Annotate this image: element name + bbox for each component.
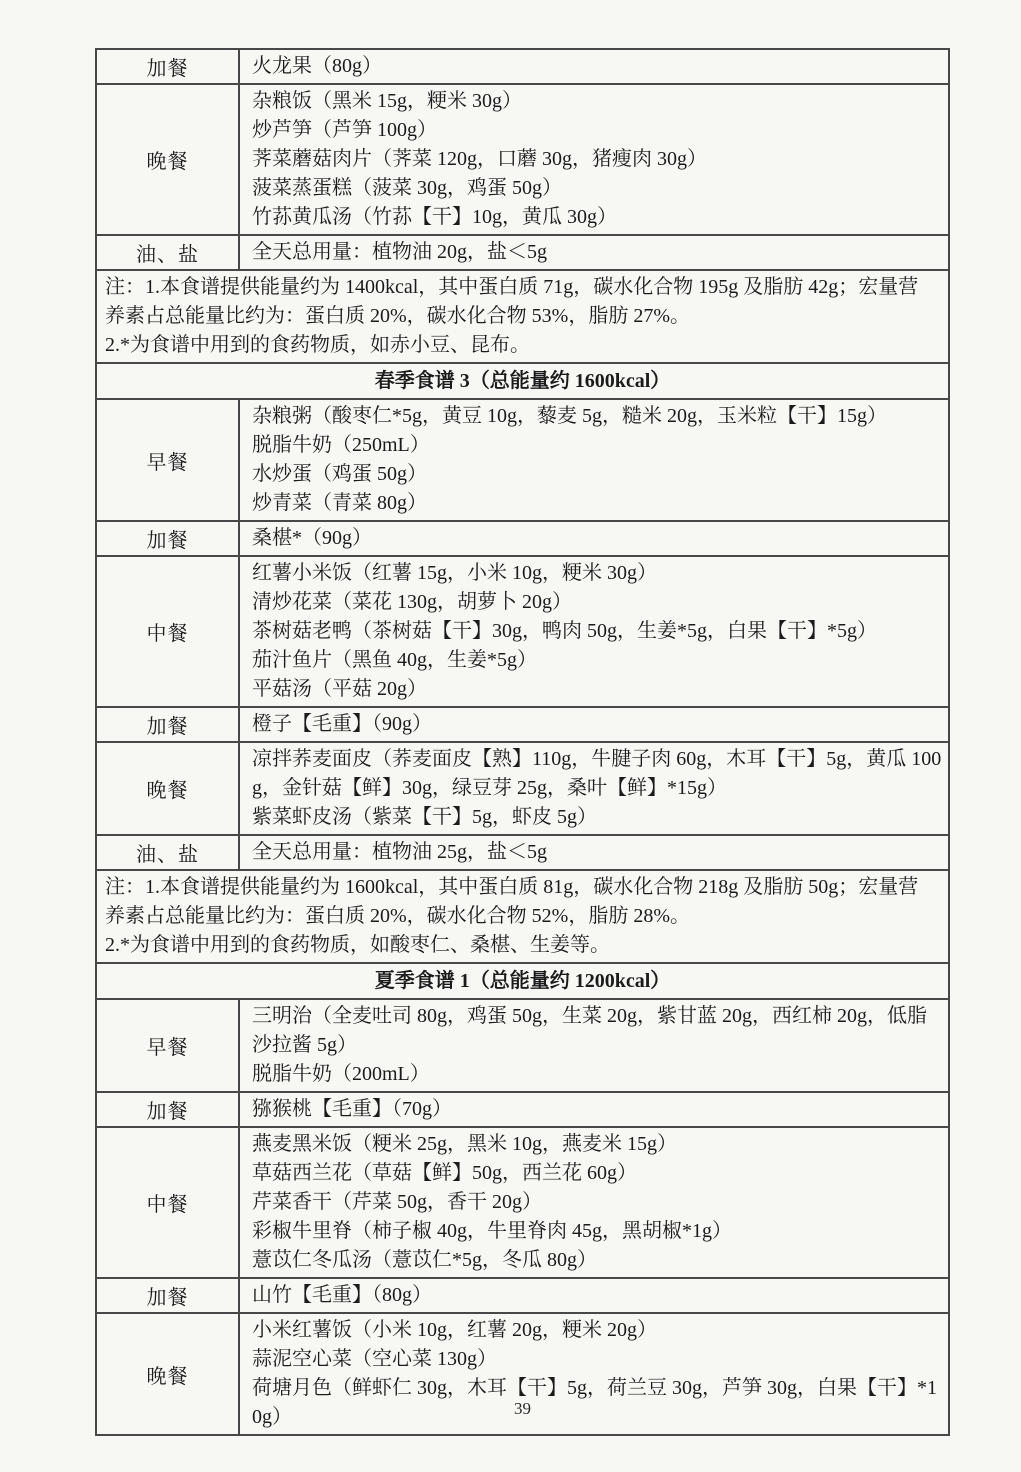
dish-item: 三明治（全麦吐司 80g，鸡蛋 50g，生菜 20g，紫甘蓝 20g，西红柿 20g，低脂沙拉酱 5g） [252,1005,927,1056]
meal-label: 晚餐 [97,1314,240,1434]
dish-item: 薏苡仁冬瓜汤（薏苡仁*5g，冬瓜 80g） [252,1249,597,1271]
dish-item: 炒芦笋（芦笋 100g） [252,119,437,141]
dish-item: 荠菜蘑菇肉片（荠菜 120g，口蘑 30g，猪瘦肉 30g） [252,148,707,170]
meal-label: 中餐 [97,1128,240,1277]
dish-item: 杂粮饭（黑米 15g，粳米 30g） [252,90,522,112]
meal-row [97,741,948,834]
dish-item: 山竹【毛重】（80g） [252,1284,432,1306]
dish-list [240,557,948,706]
meal-label: 油、盐 [97,236,240,269]
meal-label: 中餐 [97,557,240,706]
dish-list [240,522,948,555]
meal-label: 加餐 [97,1093,240,1126]
meal-plan-table [95,48,950,1436]
meal-label: 加餐 [97,708,240,741]
dish-list [240,400,948,520]
meal-row [97,834,948,869]
meal-label: 加餐 [97,1279,240,1312]
dish-item: 脱脂牛奶（200mL） [252,1063,430,1085]
dish-item: 全天总用量：植物油 20g，盐＜5g [252,241,547,263]
meal-row [97,50,948,83]
meal-row [97,1277,948,1312]
dish-item: 猕猴桃【毛重】（70g） [252,1098,452,1120]
note-line: 注：1.本食谱提供能量约为 1600kcal，其中蛋白质 81g，碳水化合物 218g 及脂肪 50g；宏量营养素占总能量比约为：蛋白质 20%，碳水化合物 52%，脂肪 28%。 [105,876,919,927]
section-header-row [97,962,948,998]
note-row [97,269,948,362]
dish-list [240,1128,948,1277]
note-row [97,869,948,962]
dish-item: 小米红薯饭（小米 10g，红薯 20g，粳米 20g） [252,1319,657,1341]
dish-list [240,85,948,234]
dish-item: 水炒蛋（鸡蛋 50g） [252,463,427,485]
note-cell [97,271,948,362]
dish-item: 平菇汤（平菇 20g） [252,678,427,700]
dish-list [240,50,948,83]
meal-label: 早餐 [97,1000,240,1091]
section-header-row [97,362,948,398]
meal-row [97,398,948,520]
dish-list [240,236,948,269]
dish-item: 紫菜虾皮汤（紫菜【干】5g，虾皮 5g） [252,806,597,828]
meal-row [97,234,948,269]
note-line: 2.*为食谱中用到的食药物质，如赤小豆、昆布。 [105,334,530,356]
dish-item: 橙子【毛重】（90g） [252,713,432,735]
dish-list [240,743,948,834]
meal-row [97,706,948,741]
dish-list [240,1000,948,1091]
dish-list [240,1279,948,1312]
dish-list [240,708,948,741]
meal-label: 晚餐 [97,85,240,234]
dish-item: 清炒花菜（菜花 130g，胡萝卜 20g） [252,591,572,613]
dish-item: 竹荪黄瓜汤（竹荪【干】10g，黄瓜 30g） [252,206,617,228]
dish-item: 火龙果（80g） [252,55,382,77]
dish-item: 红薯小米饭（红薯 15g，小米 10g，粳米 30g） [252,562,657,584]
dish-item: 凉拌荞麦面皮（荞麦面皮【熟】110g，牛腱子肉 60g，木耳【干】5g，黄瓜 100g，金针菇【鲜】30g，绿豆芽 25g，桑叶【鲜】*15g） [252,748,942,799]
note-cell [97,871,948,962]
dish-item: 茶树菇老鸭（茶树菇【干】30g，鸭肉 50g，生姜*5g，白果【干】*5g） [252,620,877,642]
dish-item: 炒青菜（青菜 80g） [252,492,427,514]
section-header-title: 春季食谱 3（总能量约 1600kcal） [374,370,671,392]
dish-item: 荷塘月色（鲜虾仁 30g，木耳【干】5g，荷兰豆 30g，芦笋 30g，白果【干】*10g） [252,1377,937,1428]
meal-row [97,998,948,1091]
meal-row [97,1126,948,1277]
meal-label: 油、盐 [97,836,240,869]
dish-item: 蒜泥空心菜（空心菜 130g） [252,1348,497,1370]
meal-row [97,520,948,555]
dish-item: 桑椹*（90g） [252,527,372,549]
dish-item: 芹菜香干（芹菜 50g，香干 20g） [252,1191,542,1213]
meal-row [97,1091,948,1126]
dish-item: 菠菜蒸蛋糕（菠菜 30g，鸡蛋 50g） [252,177,562,199]
meal-label: 加餐 [97,50,240,83]
note-line: 注：1.本食谱提供能量约为 1400kcal，其中蛋白质 71g，碳水化合物 195g 及脂肪 42g；宏量营养素占总能量比约为：蛋白质 20%，碳水化合物 53%，脂肪 27%。 [105,276,919,327]
meal-label: 晚餐 [97,743,240,834]
dish-list [240,836,948,869]
page-number: 39 [514,1399,531,1418]
dish-list [240,1093,948,1126]
dish-item: 杂粮粥（酸枣仁*5g，黄豆 10g，藜麦 5g，糙米 20g，玉米粒【干】15g） [252,405,887,427]
dish-item: 草菇西兰花（草菇【鲜】50g，西兰花 60g） [252,1162,637,1184]
dish-item: 燕麦黑米饭（粳米 25g，黑米 10g，燕麦米 15g） [252,1133,677,1155]
section-header-title: 夏季食谱 1（总能量约 1200kcal） [374,970,671,992]
meal-row [97,83,948,234]
meal-label: 加餐 [97,522,240,555]
meal-row [97,555,948,706]
note-line: 2.*为食谱中用到的食药物质，如酸枣仁、桑椹、生姜等。 [105,934,610,956]
meal-label: 早餐 [97,400,240,520]
dish-item: 脱脂牛奶（250mL） [252,434,430,456]
dish-item: 彩椒牛里脊（柿子椒 40g，牛里脊肉 45g，黑胡椒*1g） [252,1220,732,1242]
dish-item: 全天总用量：植物油 25g，盐＜5g [252,841,547,863]
dish-item: 茄汁鱼片（黑鱼 40g，生姜*5g） [252,649,537,671]
